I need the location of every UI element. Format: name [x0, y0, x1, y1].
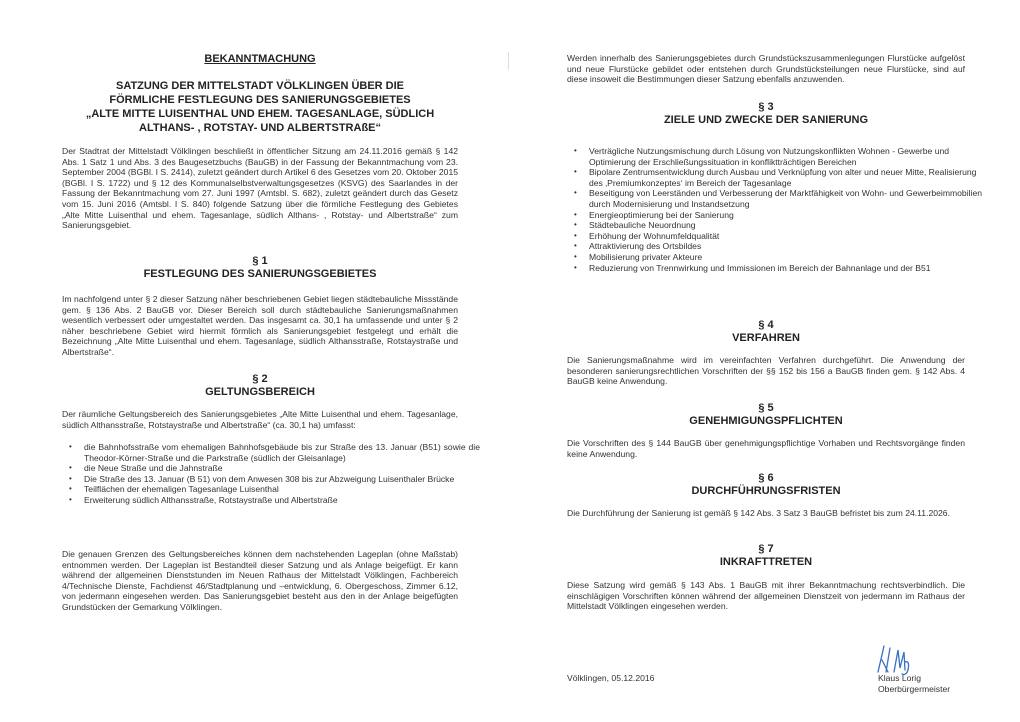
left-page: [62, 0, 480, 722]
section-number: § 7: [758, 543, 774, 555]
list-item: • Die Straße des 13. Januar (B 51) von dem Anwesen 308 bis zur Abzweigung Luisenthaler Brücke: [84, 474, 480, 485]
section-number: § 2: [252, 373, 268, 385]
list-item: • Reduzierung von Trennwirkung und Immissionen im Bereich der Bahnanlage und der B51: [589, 263, 987, 274]
page-divider: [508, 52, 509, 70]
list-item: • Beseitigung von Leerständen und Verbesserung der Marktfähigkeit von Wohn- und Gewerbeimmobilien durch Modernisierung und Instandsetzung: [589, 188, 987, 209]
list-item: • die Neue Straße und die Jahnstraße: [84, 463, 480, 474]
section-1-heading: [62, 255, 458, 281]
signatory-role: Oberbürgermeister: [878, 684, 951, 694]
section-3-heading: [567, 101, 965, 127]
list-item: • Erhöhung der Wohnumfeldqualität: [589, 231, 987, 242]
section-number: § 4: [758, 319, 774, 331]
section-2-continuation: Werden innerhalb des Sanierungsgebietes durch Grundstückszusammenlegungen Flurstücke aufgelöst und neue Flurstücke gebildet oder entstehen durch Grundstücksteilungen neue Flurstücke, sind auf diese insoweit die Bestimmungen dieser Satzung ebenfalls anzuwenden.: [567, 53, 965, 85]
section-6-text: Die Durchführung der Sanierung ist gemäß § 142 Abs. 3 Satz 3 BauGB befristet bis zum 24.11.2026.: [567, 508, 950, 518]
signatory: [878, 673, 950, 695]
section-2-text: Die genauen Grenzen des Geltungsbereiches können dem nachstehenden Lageplan (ohne Maßstab) entnommen werden. Der Lageplan ist Bestandteil dieser Satzung und als Anlage beigefügt. Er kann während der allgemeinen Dienststunden im Neuen Rathaus der Mittelstadt Völklingen, Fachbereich 4/Technische Dienste, Fachdienst 46/Stadtplanung und –entwicklung, 6. Obergeschoss, Zimmer 6.12, von jedermann eingesehen werden. Das Sanierungsgebiet besteht aus den in der Anlage beigefügten Grundstücken der Gemarkung Völklingen.: [62, 549, 458, 612]
section-number: § 1: [252, 255, 268, 267]
title-line: ALTHANS- , ROTSTAY- UND ALBERTSTRAßE“: [139, 122, 381, 134]
list-item: • Städtebauliche Neuordnung: [589, 220, 987, 231]
list-item: • Energieoptimierung bei der Sanierung: [589, 210, 987, 221]
signature-icon: [872, 642, 918, 676]
section-3-list: [567, 146, 987, 273]
section-6-heading: [567, 472, 965, 498]
section-title: INKRAFTTRETEN: [719, 556, 813, 568]
list-item: • Mobilisierung privater Akteure: [589, 252, 987, 263]
section-number: § 6: [758, 472, 774, 484]
section-1-text: Im nachfolgend unter § 2 dieser Satzung näher beschriebenen Gebiet liegen städtebauliche Missstände gem. § 136 Abs. 2 BauGB vor. Dieser Bereich soll durch städtebauliche Sanierungsmaßnahmen wesentlich verbessert oder umgestaltet werden. Das insgesamt ca. 30,1 ha umfassende und unter § 2 näher beschriebene Gebiet wird hiermit förmlich als Sanierungsgebiet festgelegt und erhält die Bezeichnung „Alte Mitte Luisenthal und ehem. Tagesanlage, südlich Althansstraße, Rotstaystraße und Albertstraße“.: [62, 294, 458, 357]
title-line: „ALTE MITTE LUISENTHAL UND EHEM. TAGESANLAGE, SÜDLICH: [85, 108, 435, 120]
section-4-text: Die Sanierungsmaßnahme wird im vereinfachten Verfahren durchgeführt. Die Anwendung der besonderen sanierungsrechtlichen Vorschriften der §§ 152 bis 156 a BauGB finden gem. § 142 Abs. 4 BauGB keine Anwendung.: [567, 355, 965, 387]
signatory-name: Klaus Lorig: [878, 673, 921, 683]
section-7-heading: [567, 543, 965, 569]
section-title: ZIELE UND ZWECKE DER SANIERUNG: [663, 114, 869, 126]
section-5-heading: [567, 402, 965, 428]
section-5-text: Die Vorschriften des § 144 BauGB über genehmigungspflichtige Vorhaben und Rechtsvorgänge finden keine Anwendung.: [567, 438, 965, 459]
section-7-text: Diese Satzung wird gemäß § 143 Abs. 1 BauGB mit ihrer Bekanntmachung rechtsverbindlich. Die einschlägigen Vorschriften können während der allgemeinen Dienstzeit von jedermann im Rathaus der Mittelstadt Völklingen eingesehen werden.: [567, 580, 965, 612]
section-number: § 5: [758, 402, 774, 414]
list-item: • Attraktivierung des Ortsbildes: [589, 241, 987, 252]
title-line: SATZUNG DER MITTELSTADT VÖLKLINGEN ÜBER DIE: [115, 80, 405, 92]
section-title: FESTLEGUNG DES SANIERUNGSGEBIETES: [143, 268, 377, 280]
announcement-heading: BEKANNTMACHUNG: [204, 53, 316, 65]
section-2-heading: [62, 373, 458, 399]
section-2-list: [62, 442, 480, 506]
section-title: VERFAHREN: [732, 332, 800, 344]
section-number: § 3: [758, 101, 774, 113]
list-item: • die Bahnhofsstraße vom ehemaligen Bahnhofsgebäude bis zur Straße des 13. Januar (B51) sowie die Theodor-Körner-Straße und die Parkstraße (südlich der Gleisanlage): [84, 442, 480, 463]
list-item: • Bipolare Zentrumsentwicklung durch Ausbau und Verknüpfung von alter und neuer Mitte, Realisierung des ‚Premiumkonzeptes‘ im Bereich der Tagesanlage: [589, 167, 987, 188]
list-item: • Teilflächen der ehemaligen Tagesanlage Luisenthal: [84, 484, 480, 495]
title-line: FÖRMLICHE FESTLEGUNG DES SANIERUNGSGEBIETES: [109, 94, 411, 106]
section-2-intro: Der räumliche Geltungsbereich des Sanierungsgebietes „Alte Mitte Luisenthal und ehem. Tagesanlage, südlich Althansstraße, Rotstaystraße und Albertstraße“ (ca. 30,1 ha) umfasst:: [62, 409, 458, 430]
section-4-heading: [567, 319, 965, 345]
preamble-paragraph: Der Stadtrat der Mittelstadt Völklingen beschließt in öffentlicher Sitzung am 24.11.2016 gemäß § 142 Abs. 1 Satz 1 und Abs. 3 des Baugesetzbuchs (BauGB) in der Fassung der Bekanntmachung vom 23. September 2004 (BGBl. I S. 2414), zuletzt geändert durch Artikel 6 des Gesetzes vom 20. Oktober 2015 (BGBl. I S. 1722) und § 12 des Kommunalselbstverwaltungsgesetzes (KSVG) des Saarlandes in der Fassung der Bekanntmachung vom 27. Juni 1997 (Amtsbl. S. 682), zuletzt geändert durch das Gesetz vom 15. Juni 2016 (Amtsbl. I S. 840) folgende Satzung über die förmliche Festlegung des Gebietes „Alte Mitte Luisenthal und ehem. Tagesanlage, südlich Althans- , Rotstay- und Albertstraße“ zum Sanierungsgebiet.: [62, 146, 459, 231]
document-title: [62, 79, 458, 135]
list-item: • Erweiterung südlich Althansstraße, Rotstaystraße und Albertstraße: [84, 495, 480, 506]
section-title: DURCHFÜHRUNGSFRISTEN: [691, 485, 841, 497]
right-page: [567, 0, 982, 722]
section-title: GELTUNGSBEREICH: [205, 386, 315, 398]
place-date: Völklingen, 05.12.2016: [567, 673, 655, 683]
section-title: GENEHMIGUNGSPFLICHTEN: [689, 415, 843, 427]
list-item: • Verträgliche Nutzungsmischung durch Lösung von Nutzungskonflikten Wohnen - Gewerbe und Optimierung der Erschließungssituation in konfliktträchtigen Bereichen: [589, 146, 987, 167]
